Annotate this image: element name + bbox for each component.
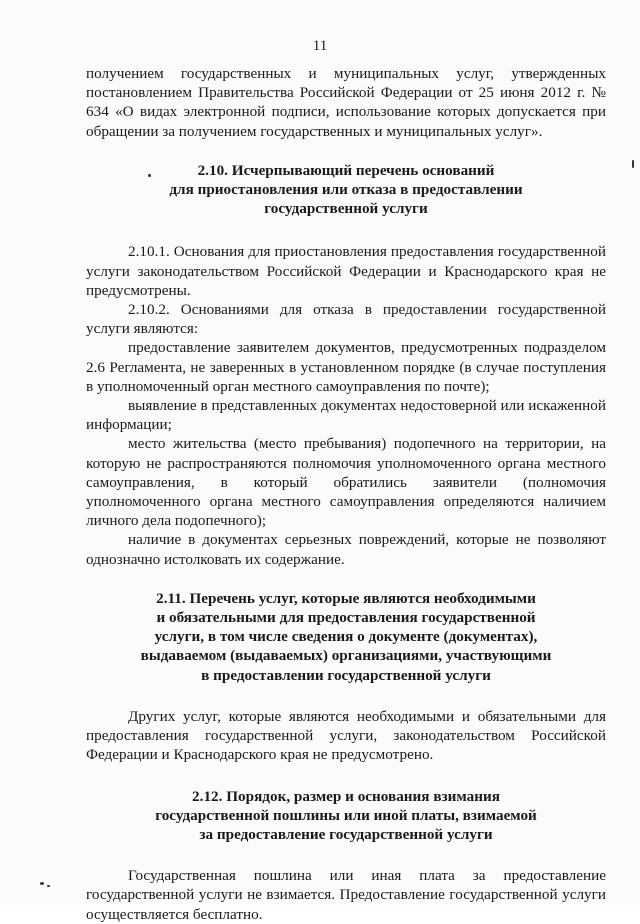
document-body: [86, 64, 606, 924]
refusal-reason-item: место жительства (место пребывания) подопечного на территории, на которую не распространяются полномочия уполномоченного органа местного самоуправления, в который обратились заявители (полномочия уполномоченного органа местного самоуправления определяются наличием личного дела подопечного);: [86, 435, 606, 530]
section-2-11-heading-line: выдаваемом (выдаваемых) организациями, участвующими: [140, 647, 552, 665]
section-2-10-heading-line: для приостановления или отказа в предоставлении: [169, 181, 523, 199]
page-number: 11: [312, 38, 328, 54]
scan-speck: [632, 160, 634, 168]
section-2-11-paragraph: Других услуг, которые являются необходимыми и обязательными для предоставления государственной услуги, законодательством Российской Федерации и Краснодарского края не предусмотрено.: [86, 707, 606, 764]
section-2-11-heading-line: и обязательными для предоставления государственной: [156, 609, 536, 627]
section-2-10-heading: [86, 161, 606, 219]
paragraph-2-10-1: 2.10.1. Основания для приостановления предоставления государственной услуги законодательством Российской Федерации и Краснодарского края не предусмотрены.: [86, 243, 606, 299]
section-2-11-heading-line: услуги, в том числе сведения о документе (документах),: [154, 628, 538, 646]
section-2-10-heading-line: государственной услуги: [264, 200, 428, 218]
section-2-10-heading-line: 2.10. Исчерпывающий перечень оснований: [197, 161, 495, 179]
section-2-11-heading-line: 2.11. Перечень услуг, которые являются необходимыми: [156, 589, 536, 607]
section-2-12-heading-line: 2.12. Порядок, размер и основания взимания: [192, 787, 500, 805]
section-2-12-heading-line: за предоставление государственной услуги: [199, 825, 493, 843]
section-2-12-heading: [86, 787, 606, 845]
paragraph-2-10-2: 2.10.2. Основаниями для отказа в предоставлении государственной услуги являются:: [86, 301, 606, 338]
refusal-reason-item: предоставление заявителем документов, предусмотренных подразделом 2.6 Регламента, не заверенных в установленном порядке (в случае поступления в уполномоченный орган местного самоуправления по почте);: [86, 339, 606, 395]
refusal-reason-item: выявление в представленных документах недостоверной или искаженной информации;: [86, 397, 606, 434]
section-2-12-heading-line: государственной пошлины или иной платы, взимаемой: [155, 806, 537, 824]
scan-speck: [40, 882, 44, 885]
refusal-reason-item: наличие в документах серьезных повреждений, которые не позволяют однозначно истолковать их содержание.: [86, 531, 606, 568]
section-2-12-paragraph: Государственная пошлина или иная плата за предоставление государственной услуги не взимается. Предоставление государственной услуги осуществляется бесплатно.: [86, 867, 606, 923]
scan-speck: [47, 885, 50, 887]
scan-speck: [148, 174, 151, 177]
section-2-11-heading: [86, 589, 606, 685]
section-2-11-heading-line: в предоставлении государственной услуги: [201, 666, 491, 684]
intro-paragraph: получением государственных и муниципальных услуг, утвержденных постановлением Правительства Российской Федерации от 25 июня 2012 г. № 634 «О видах электронной подписи, использование которых допускается при обращении за получением государственных и муниципальных услуг».: [86, 65, 606, 140]
